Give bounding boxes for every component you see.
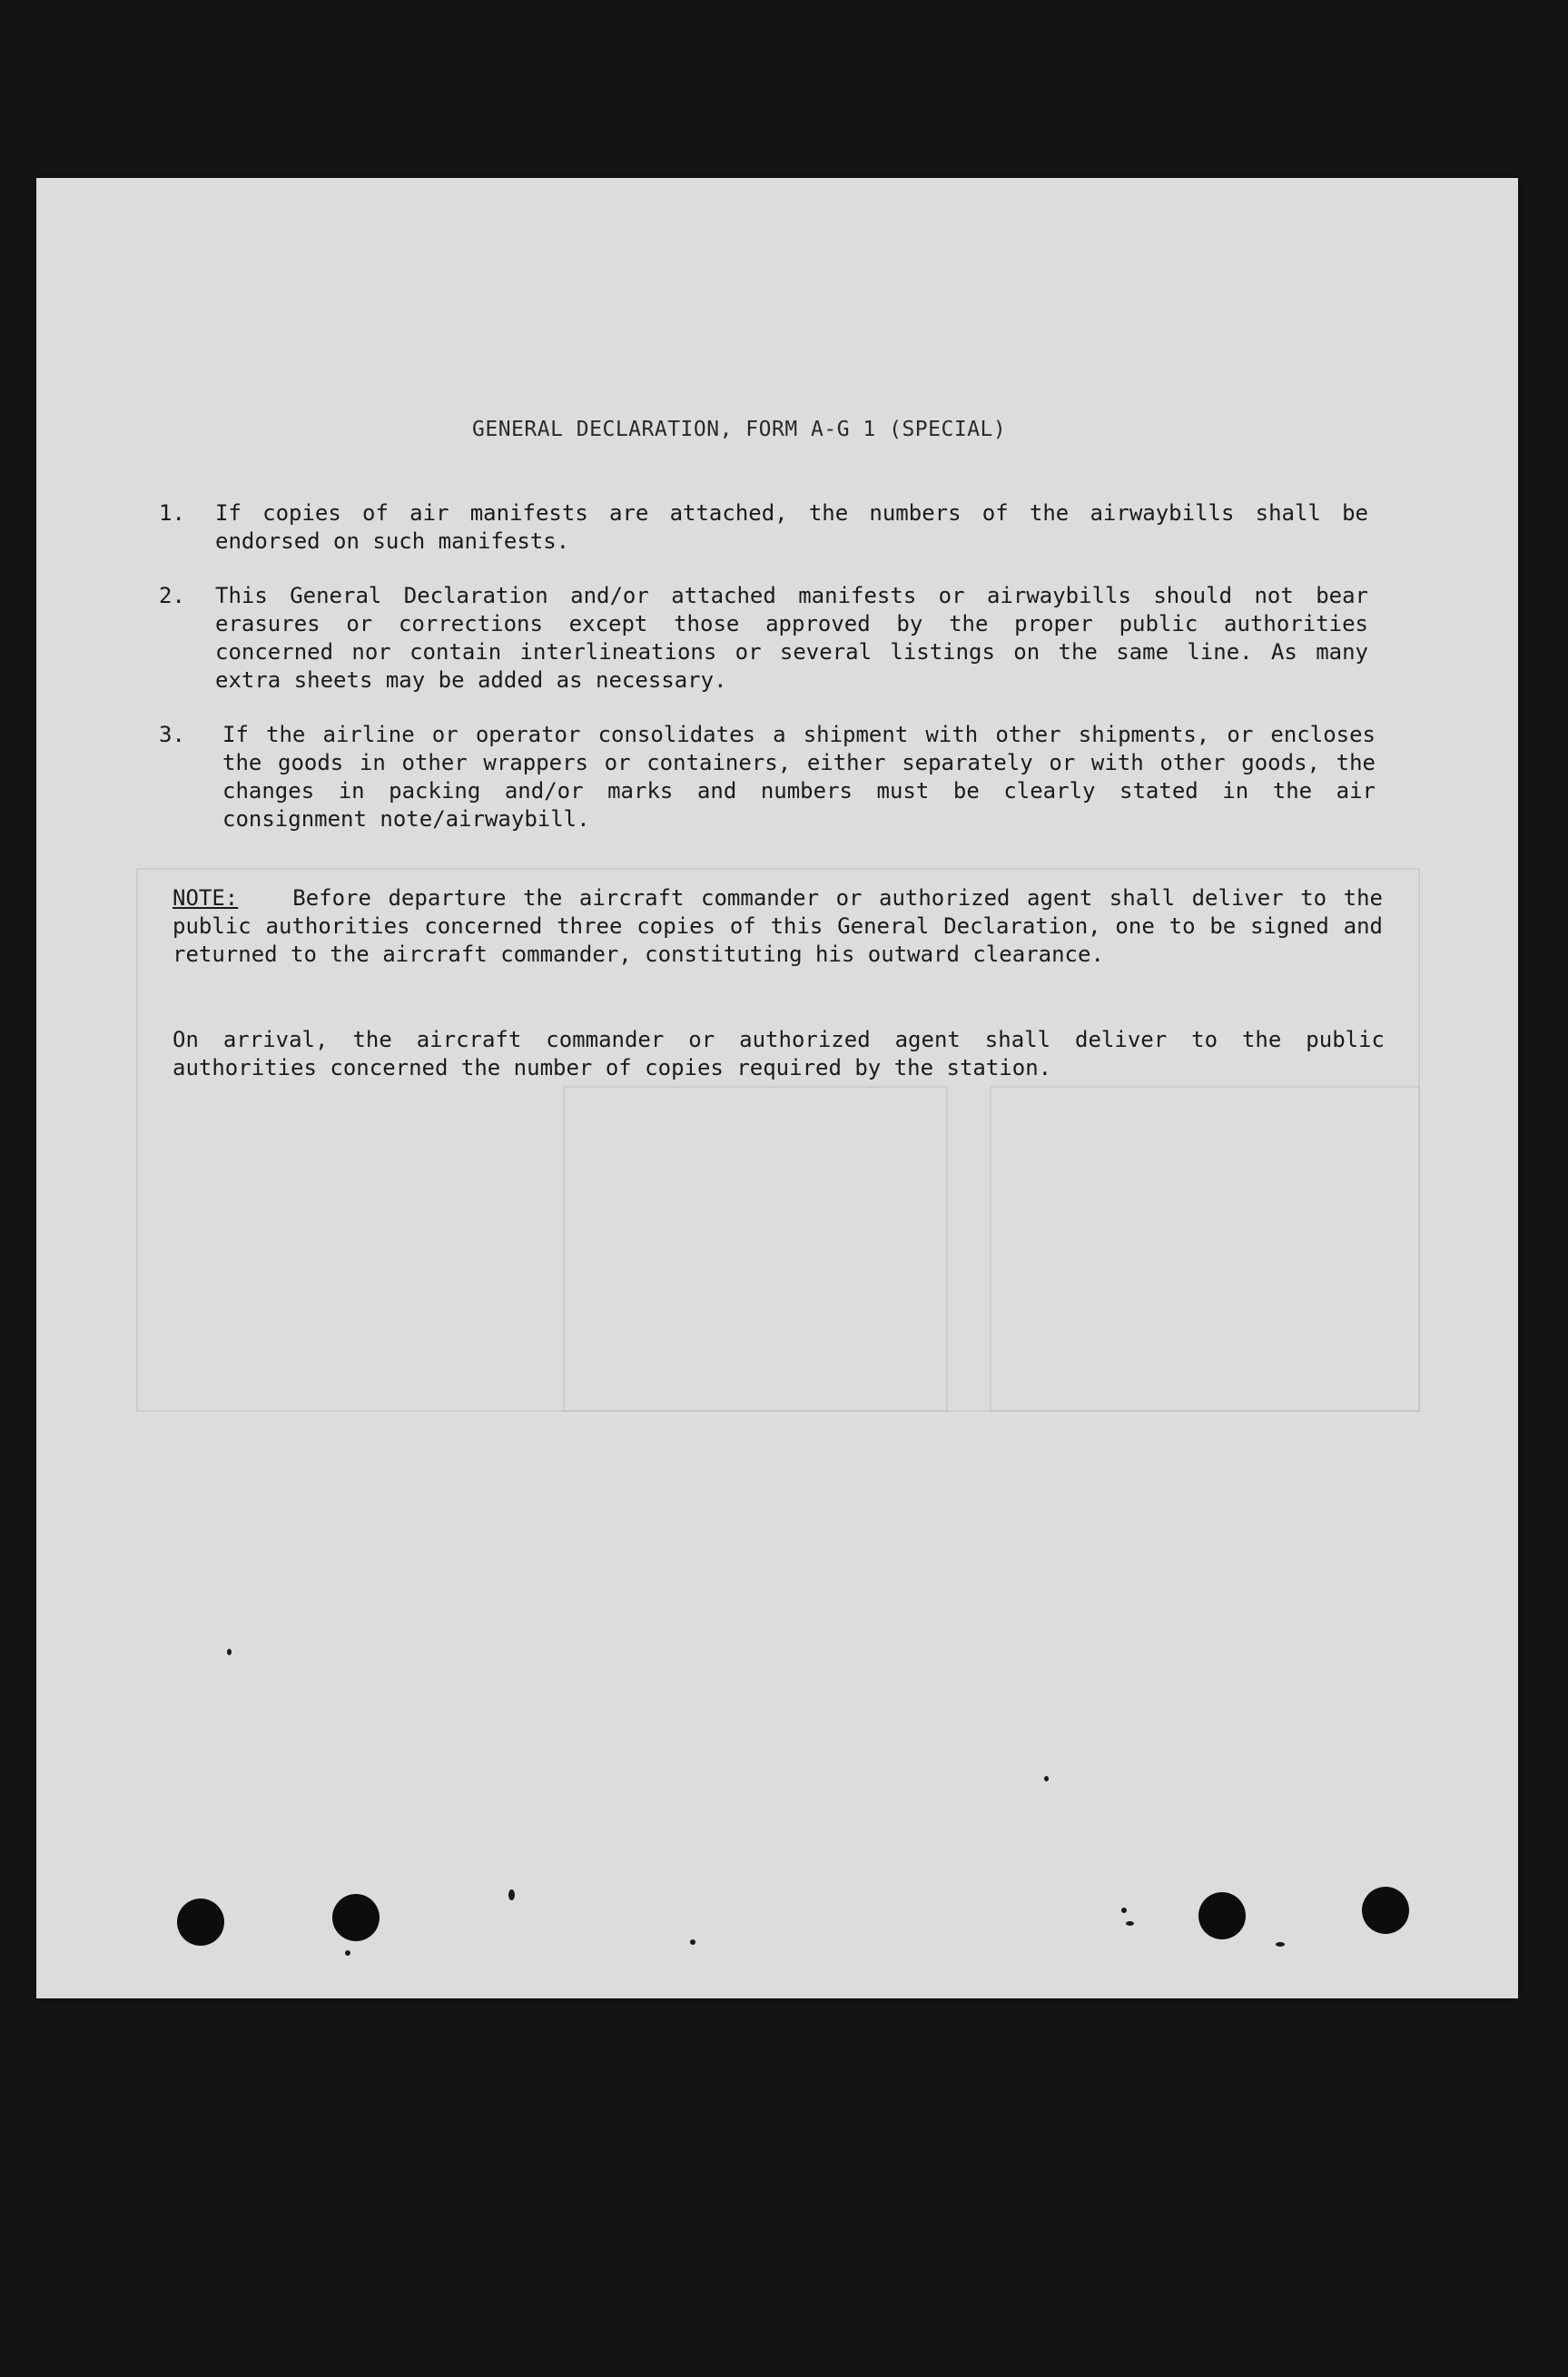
punch-hole [1198,1892,1246,1939]
dust-speck [690,1939,695,1945]
dust-speck [227,1649,232,1655]
show-through-grid-column [990,1086,1420,1412]
arrival-paragraph: On arrival, the aircraft commander or authorized agent shall deliver to the public authorities concerned the number of copies required by the station. [173,1027,1385,1080]
item-number: 2. [159,583,185,608]
dust-speck [1126,1921,1134,1926]
dust-speck [345,1950,350,1956]
dust-speck [1121,1908,1127,1913]
form-title: GENERAL DECLARATION, FORM A-G 1 (SPECIAL) [472,418,1007,441]
punch-hole [332,1894,380,1941]
dust-speck [1276,1942,1285,1947]
item-number: 1. [159,500,185,526]
item-number: 3. [159,722,185,747]
item-text: If the airline or operator consolidates a shipment with other shipments, or encloses the goods in other wrappers or containers, either separately or with other goods, the changes in packing and/or marks and numbers must be clearly stated in the air consignment note/airwaybill. [222,722,1376,832]
punch-hole [177,1899,224,1946]
note-paragraph [173,884,1383,969]
item-text: This General Declaration and/or attached manifests or airwaybills should not bear erasures or corrections except those approved by the proper public authorities concerned nor contain interlineations or several listings on the same line. As many extra sheets may be added as necessary. [215,583,1368,693]
punch-hole [1362,1887,1409,1934]
show-through-grid-column [563,1086,948,1412]
note-label: NOTE: [173,885,239,911]
dust-speck [508,1889,515,1900]
note-text: Before departure the aircraft commander or authorized agent shall deliver to the public authorities concerned three copies of this General Declaration, one to be signed and returned to the aircraft commander, constituting his outward clearance. [173,885,1383,967]
dust-speck [1044,1776,1049,1781]
document-sheet [36,178,1518,1998]
item-text: If copies of air manifests are attached, the numbers of the airwaybills shall be endorsed on such manifests. [215,500,1368,554]
